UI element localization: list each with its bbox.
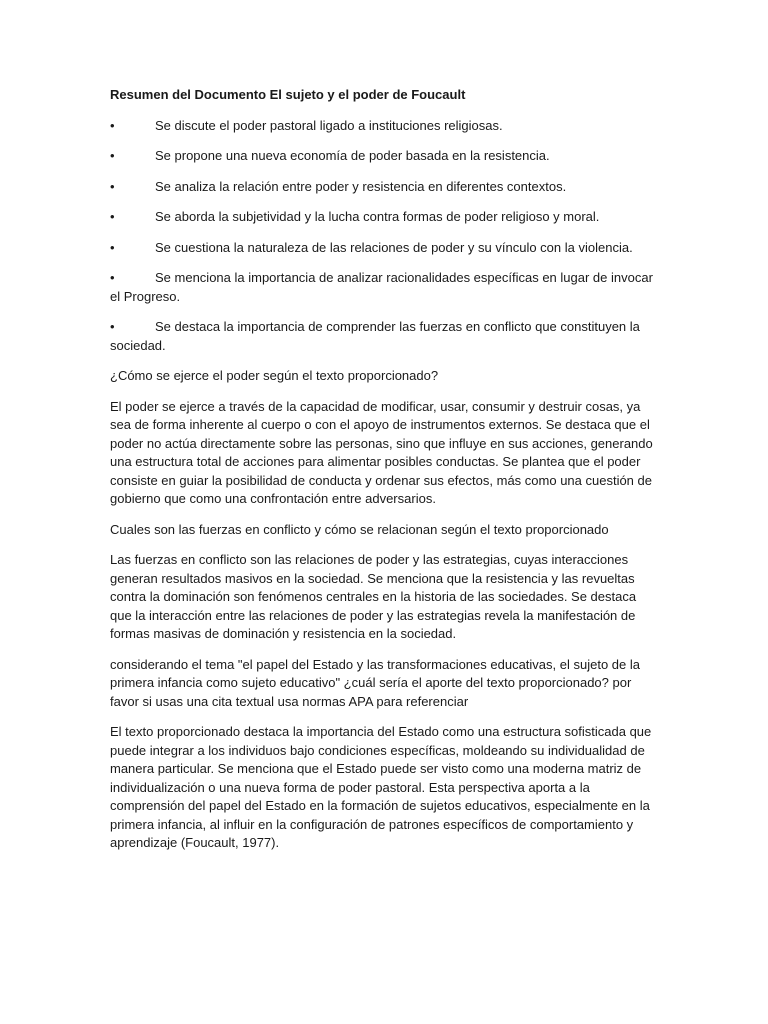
- question-paragraph: ¿Cómo se ejerce el poder según el texto proporcionado?: [110, 368, 439, 383]
- bullet-item: [110, 208, 658, 227]
- bullet-item: [110, 117, 658, 136]
- bullet-text: Se destaca la importancia de comprender las fuerzas en conflicto que constituyen la sociedad.: [110, 319, 640, 353]
- bullet-icon: •: [110, 178, 115, 194]
- question-paragraph: considerando el tema "el papel del Estado y las transformaciones educativas, el sujeto de la primera infancia como sujeto educativo" ¿cuál sería el aporte del texto proporcionado? por favor si usas una cita textual usa normas APA para referenciar: [110, 656, 640, 709]
- bullet-text: Se cuestiona la naturaleza de las relaciones de poder y su vínculo con la violencia.: [155, 239, 633, 255]
- bullet-item: [110, 318, 658, 355]
- bullet-text: Se propone una nueva economía de poder basada en la resistencia.: [155, 148, 550, 163]
- answer-paragraph: El poder se ejerce a través de la capacidad de modificar, usar, consumir y destruir cosas, ya sea de forma inherente al cuerpo o con el apoyo de instrumentos externos. Se destaca que el poder no actúa directamente sobre las personas, sino que influye en sus acciones, generando una estructura total de acciones para alimentar posibles conductas. Se plantea que el poder consiste en guiar la posibilidad de conducta y ordenar sus efectos, más como una cuestión de gobierno que como una confrontación entre adversarios.: [110, 398, 653, 506]
- bullet-icon: •: [110, 239, 115, 255]
- document-title: Resumen del Documento El sujeto y el poder de Foucault: [110, 87, 466, 102]
- bullet-item: [110, 269, 658, 306]
- bullet-text: Se menciona la importancia de analizar racionalidades específicas en lugar de invocar el Progreso.: [110, 270, 653, 304]
- bullet-icon: •: [110, 209, 115, 224]
- bullet-icon: •: [110, 319, 115, 334]
- question-paragraph: Cuales son las fuerzas en conflicto y cómo se relacionan según el texto proporcionado: [110, 521, 609, 537]
- bullet-text: Se analiza la relación entre poder y resistencia en diferentes contextos.: [155, 178, 567, 194]
- bullet-icon: •: [110, 148, 115, 163]
- bullet-item: [110, 239, 658, 258]
- bullet-icon: •: [110, 270, 115, 285]
- bullet-text: Se aborda la subjetividad y la lucha contra formas de poder religioso y moral.: [155, 209, 600, 224]
- bullet-item: [110, 147, 658, 166]
- answer-paragraph: El texto proporcionado destaca la importancia del Estado como una estructura sofisticada que puede integrar a los individuos bajo condiciones específicas, moldeando su individualidad de manera particular. Se menciona que el Estado puede ser visto como una moderna matriz de individualización o una nueva forma de poder pastoral. Esta perspectiva aporta a la comprensión del papel del Estado en la formación de sujetos educativos, especialmente en la primera infancia, al influir en la configuración de patrones específicos de comportamiento y aprendizaje (Foucault, 1977).: [110, 724, 652, 850]
- bullet-item: [110, 178, 658, 197]
- answer-paragraph: Las fuerzas en conflicto son las relaciones de poder y las estrategias, cuyas interacciones generan resultados masivos en la sociedad. Se menciona que la resistencia y las revueltas contra la dominación son fenómenos centrales en la historia de las sociedades. Se destaca que la interacción entre las relaciones de poder y las estrategias revela la manifestación de formas masivas de dominación y resistencia en la sociedad.: [110, 552, 637, 641]
- bullet-text: Se discute el poder pastoral ligado a instituciones religiosas.: [155, 117, 503, 133]
- bullet-icon: •: [110, 117, 115, 133]
